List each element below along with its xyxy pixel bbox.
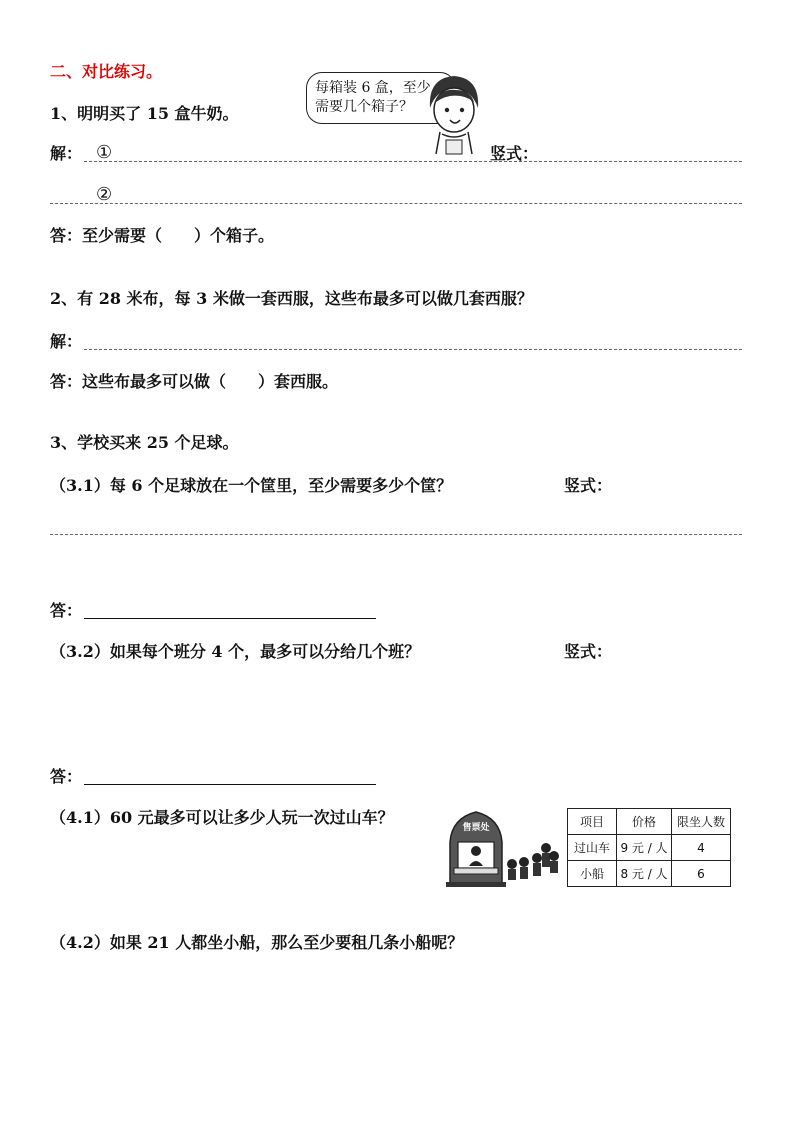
question-3: 3、学校买来 25 个足球。 [50,433,239,452]
q1-step1-marker: ① [96,142,113,163]
table-header-cell: 价格 [617,809,672,835]
table-row [568,835,731,861]
q3-answer1-line[interactable] [84,618,376,619]
q1-step2-marker: ② [96,184,113,205]
table-cell: 4 [672,835,731,861]
table-header-cell: 限坐人数 [672,809,731,835]
ticket-booth-illustration [442,808,562,888]
table-cell: 9 元 / 人 [617,835,672,861]
table-header-row [568,809,731,835]
table-cell: 过山车 [568,835,617,861]
q3-answer2-label: 答： [50,767,83,786]
table-cell: 8 元 / 人 [617,861,672,887]
q1-answer: 答：至少需要（ ）个箱子。 [50,226,275,245]
table-row [568,861,731,887]
q3-sub1-vertical-label: 竖式： [564,476,613,495]
question-2: 2、有 28 米布，每 3 米做一套西服，这些布最多可以做几套西服？ [50,289,533,308]
q2-jie-label: 解： [50,332,83,351]
q3-work-line[interactable] [50,534,742,535]
table-header-cell: 项目 [568,809,617,835]
q1-answer-line-2[interactable] [50,203,742,204]
q1-answer-line-1[interactable] [84,161,742,162]
q3-sub2: （3.2）如果每个班分 4 个，最多可以分给几个班？ [50,642,421,661]
ticket-sign: 售票处 [462,823,490,833]
q3-sub2-vertical-label: 竖式： [564,642,613,661]
q1-vertical-label: 竖式： [490,144,539,163]
q4-sub1: （4.1）60 元最多可以让多少人玩一次过山车？ [50,808,394,827]
q3-sub1: （3.1）每 6 个足球放在一个筐里，至少需要多少个筐？ [50,476,453,495]
q3-answer2-line[interactable] [84,784,376,785]
price-table [567,808,731,887]
q1-jie-label: 解： [50,144,83,163]
q4-sub2: （4.2）如果 21 人都坐小船，那么至少要租几条小船呢？ [50,933,464,952]
boy-illustration [420,68,488,156]
q3-answer1-label: 答： [50,601,83,620]
section-title: 二、对比练习。 [50,62,163,81]
speech-line-2: 需要几个箱子？ [315,99,413,115]
q2-answer: 答：这些布最多可以做（ ）套西服。 [50,372,339,391]
table-cell: 小船 [568,861,617,887]
speech-line-1: 每箱装 6 盒，至少 [315,80,431,96]
question-1: 1、明明买了 15 盒牛奶。 [50,104,239,123]
table-cell: 6 [672,861,731,887]
q2-answer-line[interactable] [84,349,742,350]
